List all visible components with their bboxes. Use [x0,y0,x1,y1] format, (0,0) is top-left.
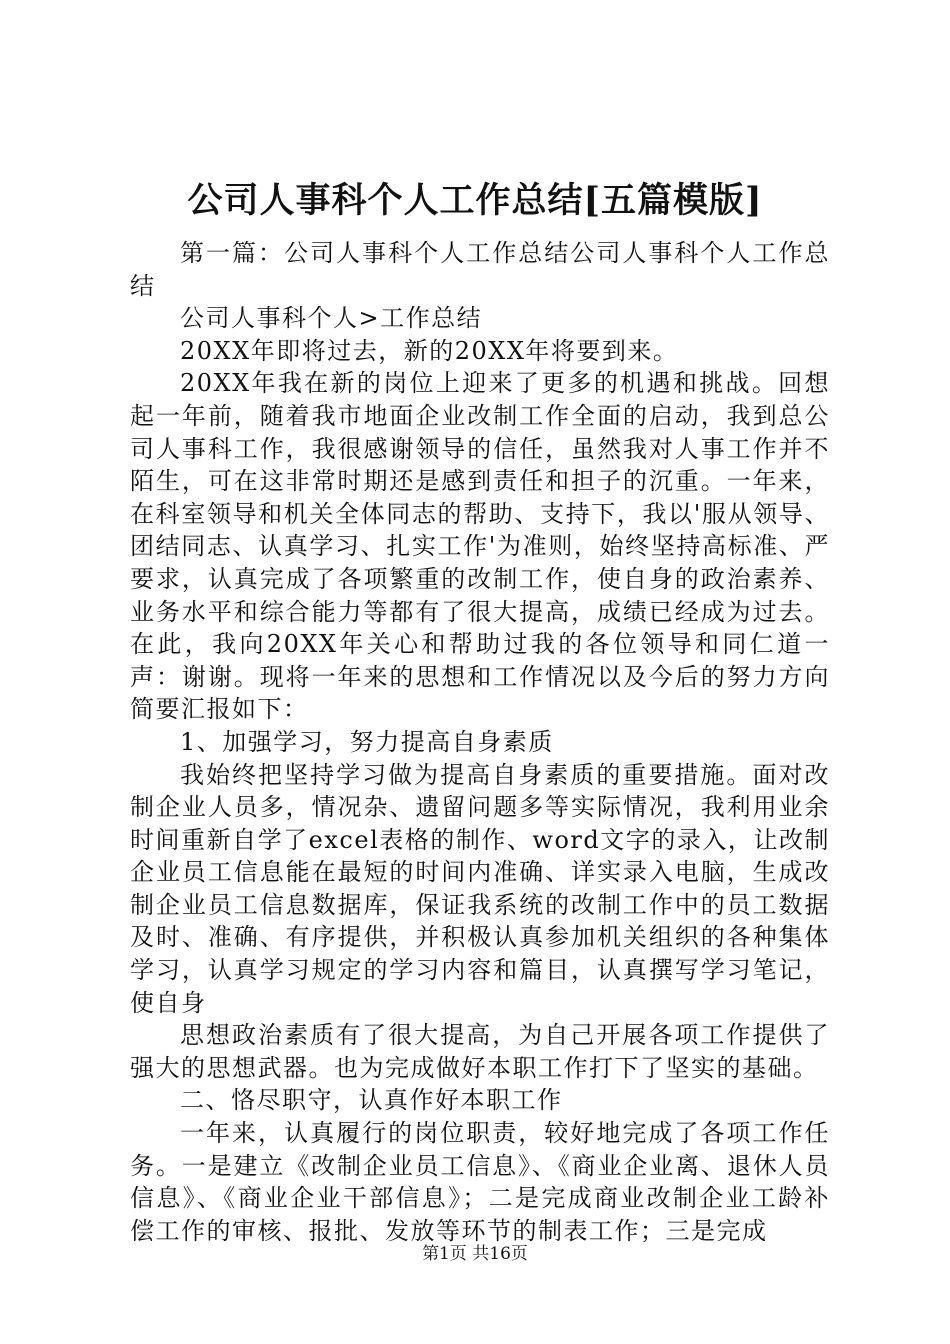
section-heading-duty: 二、恪尽职守，认真作好本职工作 [180,1086,563,1115]
paragraph-intro: 20XX年即将过去，新的20XX年将要到来。 [180,336,679,365]
document-title: 公司人事科个人工作总结[五篇模版] [187,180,763,221]
page-footer: 第1页 共16页 [422,1244,528,1264]
paragraph-study-result: 思想政治素质有了很大提高，为自己开展各项工作提供了强大的思想武器。也为完成做好本职工作打下了坚实的基础。 [130,1021,830,1082]
paragraph-study: 我始终把坚持学习做为提高自身素质的重要措施。面对改制企业人员多，情况杂、遗留问题多等实际情况，我利用业余时间重新自学了excel表格的制作、word文字的录入，让改制企业员工信息能在最短的时间内准确、详实录入电脑，生成改制企业员工信息数据库，保证我系统的改制工作中的员工数据及时、准确、有序提供，并积极认真参加机关组织的各种集体学习，认真学习规定的学习内容和篇目，认真撰写学习笔记，使自身 [130,760,830,1017]
document-body [130,237,830,1247]
section-heading-study: 1、加强学习，努力提高自身素质 [180,727,554,756]
paragraph-chapter-heading: 第一篇：公司人事科个人工作总结公司人事科个人工作总结 [130,239,830,300]
paragraph-review: 20XX年我在新的岗位上迎来了更多的机遇和挑战。回想起一年前，随着我市地面企业改制工作全面的启动，我到总公司人事科工作，我很感谢领导的信任，虽然我对人事工作并不陌生，可在这非常时期还是感到责任和担子的沉重。一年来，在科室领导和机关全体同志的帮助、支持下，我以'服从领导、团结同志、认真学习、扎实工作'为准则，始终坚持高标准、严要求，认真完成了各项繁重的改制工作，使自身的政治素养、业务水平和综合能力等都有了很大提高，成绩已经成为过去。在此，我向20XX年关心和帮助过我的各位领导和同仁道一声：谢谢。现将一年来的思想和工作情况以及今后的努力方向简要汇报如下： [130,369,830,724]
paragraph-duty: 一年来，认真履行的岗位职责，较好地完成了各项工作任务。一是建立《改制企业员工信息》、《商业企业离、退休人员信息》、《商业企业干部信息》；二是完成商业改制企业工龄补偿工作的审核、报批、发放等环节的制表工作；三是完成 [130,1119,830,1245]
paragraph-subtitle: 公司人事科个人>工作总结 [180,304,483,333]
